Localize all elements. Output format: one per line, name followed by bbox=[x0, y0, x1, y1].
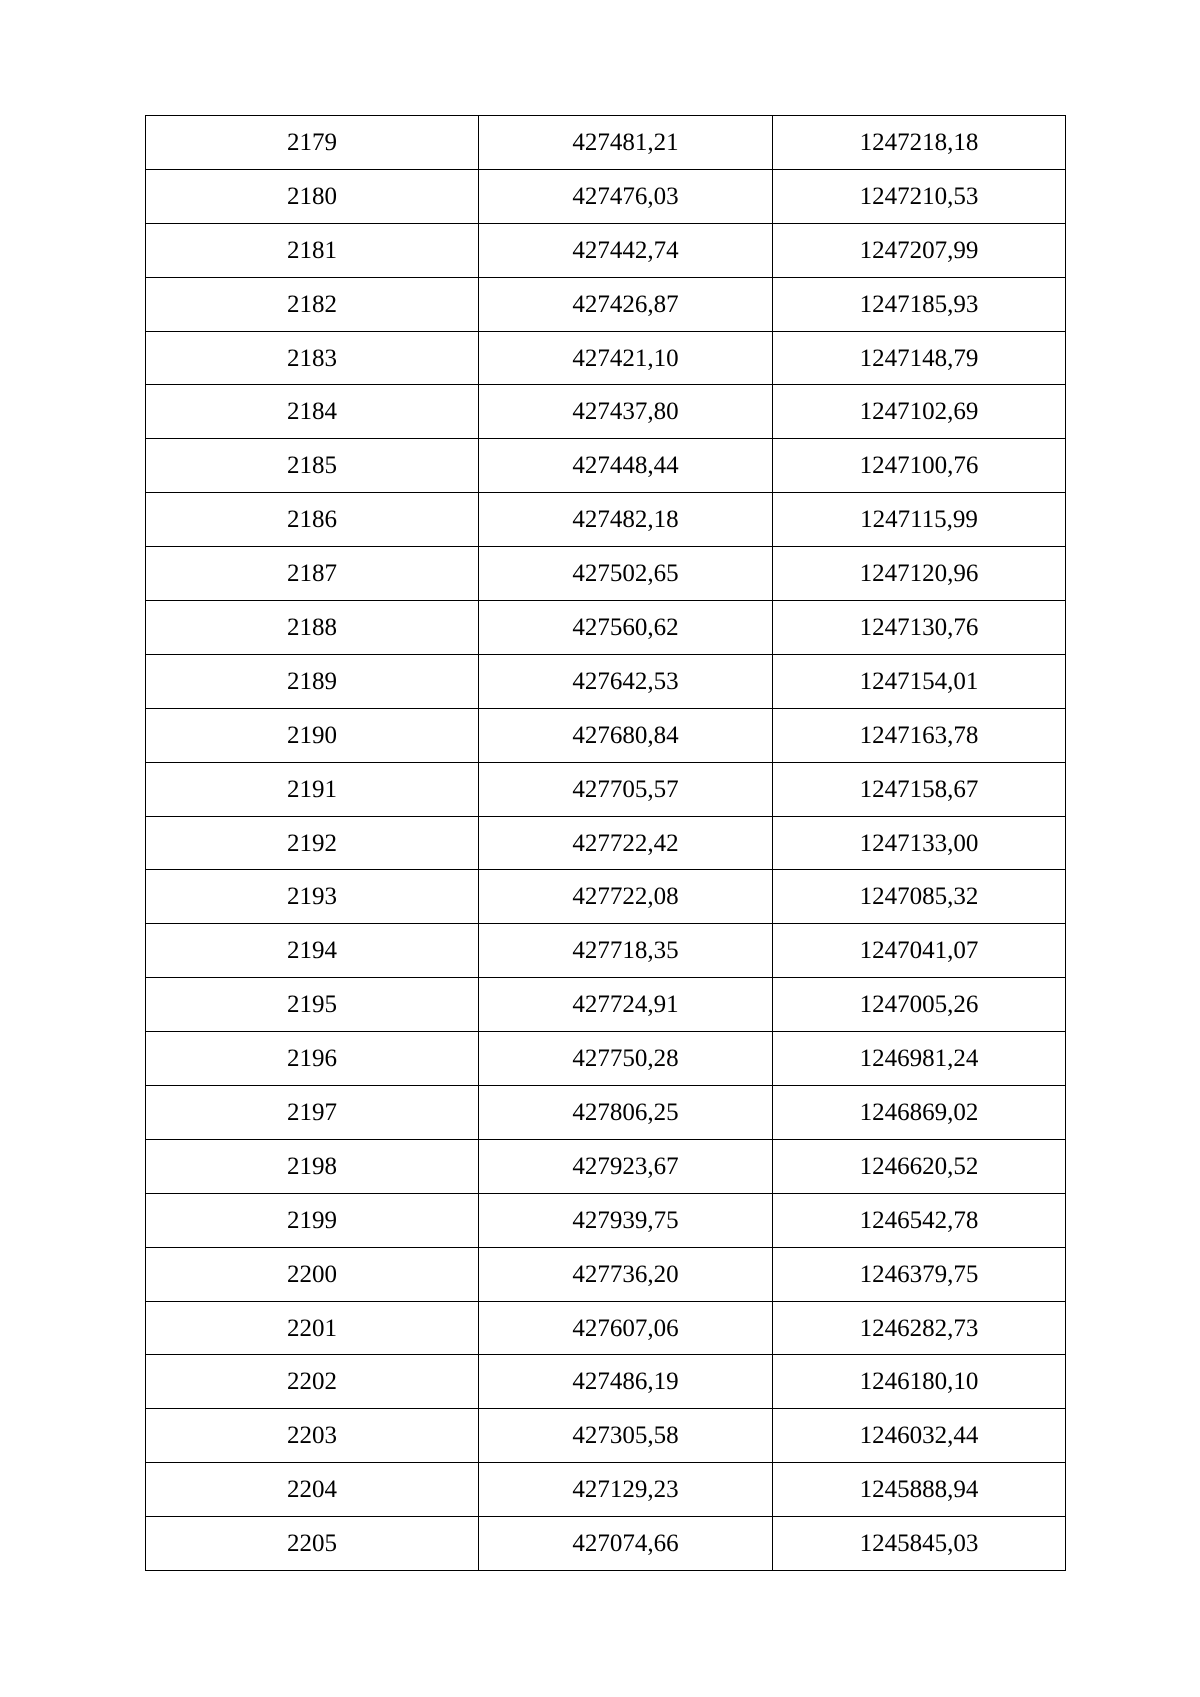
point-number-cell: 2188 bbox=[146, 601, 479, 655]
point-number-cell: 2198 bbox=[146, 1139, 479, 1193]
y-coordinate-cell: 1247218,18 bbox=[773, 116, 1066, 170]
table-row bbox=[146, 816, 1066, 870]
point-number-cell: 2203 bbox=[146, 1409, 479, 1463]
point-number-cell: 2184 bbox=[146, 385, 479, 439]
y-coordinate-cell: 1247120,96 bbox=[773, 547, 1066, 601]
y-coordinate-cell: 1246032,44 bbox=[773, 1409, 1066, 1463]
x-coordinate-cell: 427939,75 bbox=[479, 1193, 773, 1247]
point-number-cell: 2187 bbox=[146, 547, 479, 601]
y-coordinate-cell: 1245888,94 bbox=[773, 1463, 1066, 1517]
point-number-cell: 2183 bbox=[146, 331, 479, 385]
table-row bbox=[146, 1032, 1066, 1086]
x-coordinate-cell: 427074,66 bbox=[479, 1517, 773, 1571]
y-coordinate-cell: 1246620,52 bbox=[773, 1139, 1066, 1193]
y-coordinate-cell: 1247085,32 bbox=[773, 870, 1066, 924]
table-row bbox=[146, 1409, 1066, 1463]
point-number-cell: 2195 bbox=[146, 978, 479, 1032]
x-coordinate-cell: 427421,10 bbox=[479, 331, 773, 385]
y-coordinate-cell: 1247158,67 bbox=[773, 762, 1066, 816]
y-coordinate-cell: 1245845,03 bbox=[773, 1517, 1066, 1571]
x-coordinate-cell: 427736,20 bbox=[479, 1247, 773, 1301]
point-number-cell: 2197 bbox=[146, 1086, 479, 1140]
point-number-cell: 2189 bbox=[146, 654, 479, 708]
x-coordinate-cell: 427560,62 bbox=[479, 601, 773, 655]
y-coordinate-cell: 1247148,79 bbox=[773, 331, 1066, 385]
table-row bbox=[146, 1463, 1066, 1517]
point-number-cell: 2205 bbox=[146, 1517, 479, 1571]
y-coordinate-cell: 1247163,78 bbox=[773, 708, 1066, 762]
point-number-cell: 2180 bbox=[146, 169, 479, 223]
point-number-cell: 2201 bbox=[146, 1301, 479, 1355]
coordinates-table-body bbox=[146, 116, 1066, 1571]
point-number-cell: 2196 bbox=[146, 1032, 479, 1086]
point-number-cell: 2182 bbox=[146, 277, 479, 331]
table-row bbox=[146, 1139, 1066, 1193]
x-coordinate-cell: 427680,84 bbox=[479, 708, 773, 762]
table-row bbox=[146, 1301, 1066, 1355]
y-coordinate-cell: 1247185,93 bbox=[773, 277, 1066, 331]
y-coordinate-cell: 1247005,26 bbox=[773, 978, 1066, 1032]
table-row bbox=[146, 708, 1066, 762]
table-row bbox=[146, 277, 1066, 331]
table-row bbox=[146, 870, 1066, 924]
x-coordinate-cell: 427481,21 bbox=[479, 116, 773, 170]
table-row bbox=[146, 1517, 1066, 1571]
y-coordinate-cell: 1246379,75 bbox=[773, 1247, 1066, 1301]
x-coordinate-cell: 427129,23 bbox=[479, 1463, 773, 1517]
y-coordinate-cell: 1247115,99 bbox=[773, 493, 1066, 547]
x-coordinate-cell: 427724,91 bbox=[479, 978, 773, 1032]
x-coordinate-cell: 427750,28 bbox=[479, 1032, 773, 1086]
x-coordinate-cell: 427426,87 bbox=[479, 277, 773, 331]
y-coordinate-cell: 1246981,24 bbox=[773, 1032, 1066, 1086]
y-coordinate-cell: 1247100,76 bbox=[773, 439, 1066, 493]
x-coordinate-cell: 427705,57 bbox=[479, 762, 773, 816]
table-row bbox=[146, 924, 1066, 978]
y-coordinate-cell: 1247130,76 bbox=[773, 601, 1066, 655]
x-coordinate-cell: 427476,03 bbox=[479, 169, 773, 223]
x-coordinate-cell: 427482,18 bbox=[479, 493, 773, 547]
x-coordinate-cell: 427607,06 bbox=[479, 1301, 773, 1355]
point-number-cell: 2179 bbox=[146, 116, 479, 170]
x-coordinate-cell: 427502,65 bbox=[479, 547, 773, 601]
table-row bbox=[146, 116, 1066, 170]
point-number-cell: 2193 bbox=[146, 870, 479, 924]
coordinates-table bbox=[145, 115, 1066, 1571]
table-row bbox=[146, 493, 1066, 547]
table-row bbox=[146, 223, 1066, 277]
y-coordinate-cell: 1247210,53 bbox=[773, 169, 1066, 223]
x-coordinate-cell: 427923,67 bbox=[479, 1139, 773, 1193]
point-number-cell: 2202 bbox=[146, 1355, 479, 1409]
table-row bbox=[146, 331, 1066, 385]
table-row bbox=[146, 1193, 1066, 1247]
table-row bbox=[146, 978, 1066, 1032]
x-coordinate-cell: 427718,35 bbox=[479, 924, 773, 978]
point-number-cell: 2190 bbox=[146, 708, 479, 762]
y-coordinate-cell: 1247133,00 bbox=[773, 816, 1066, 870]
point-number-cell: 2204 bbox=[146, 1463, 479, 1517]
point-number-cell: 2200 bbox=[146, 1247, 479, 1301]
table-row bbox=[146, 654, 1066, 708]
table-row bbox=[146, 385, 1066, 439]
x-coordinate-cell: 427642,53 bbox=[479, 654, 773, 708]
x-coordinate-cell: 427437,80 bbox=[479, 385, 773, 439]
point-number-cell: 2199 bbox=[146, 1193, 479, 1247]
table-row bbox=[146, 439, 1066, 493]
x-coordinate-cell: 427722,42 bbox=[479, 816, 773, 870]
point-number-cell: 2185 bbox=[146, 439, 479, 493]
table-row bbox=[146, 1086, 1066, 1140]
table-row bbox=[146, 169, 1066, 223]
x-coordinate-cell: 427722,08 bbox=[479, 870, 773, 924]
y-coordinate-cell: 1247207,99 bbox=[773, 223, 1066, 277]
point-number-cell: 2191 bbox=[146, 762, 479, 816]
point-number-cell: 2192 bbox=[146, 816, 479, 870]
y-coordinate-cell: 1247154,01 bbox=[773, 654, 1066, 708]
y-coordinate-cell: 1246282,73 bbox=[773, 1301, 1066, 1355]
table-row bbox=[146, 762, 1066, 816]
y-coordinate-cell: 1247102,69 bbox=[773, 385, 1066, 439]
x-coordinate-cell: 427486,19 bbox=[479, 1355, 773, 1409]
table-row bbox=[146, 601, 1066, 655]
y-coordinate-cell: 1247041,07 bbox=[773, 924, 1066, 978]
y-coordinate-cell: 1246542,78 bbox=[773, 1193, 1066, 1247]
y-coordinate-cell: 1246180,10 bbox=[773, 1355, 1066, 1409]
y-coordinate-cell: 1246869,02 bbox=[773, 1086, 1066, 1140]
point-number-cell: 2186 bbox=[146, 493, 479, 547]
table-row bbox=[146, 1355, 1066, 1409]
x-coordinate-cell: 427442,74 bbox=[479, 223, 773, 277]
x-coordinate-cell: 427806,25 bbox=[479, 1086, 773, 1140]
point-number-cell: 2194 bbox=[146, 924, 479, 978]
x-coordinate-cell: 427448,44 bbox=[479, 439, 773, 493]
table-row bbox=[146, 1247, 1066, 1301]
point-number-cell: 2181 bbox=[146, 223, 479, 277]
x-coordinate-cell: 427305,58 bbox=[479, 1409, 773, 1463]
table-row bbox=[146, 547, 1066, 601]
